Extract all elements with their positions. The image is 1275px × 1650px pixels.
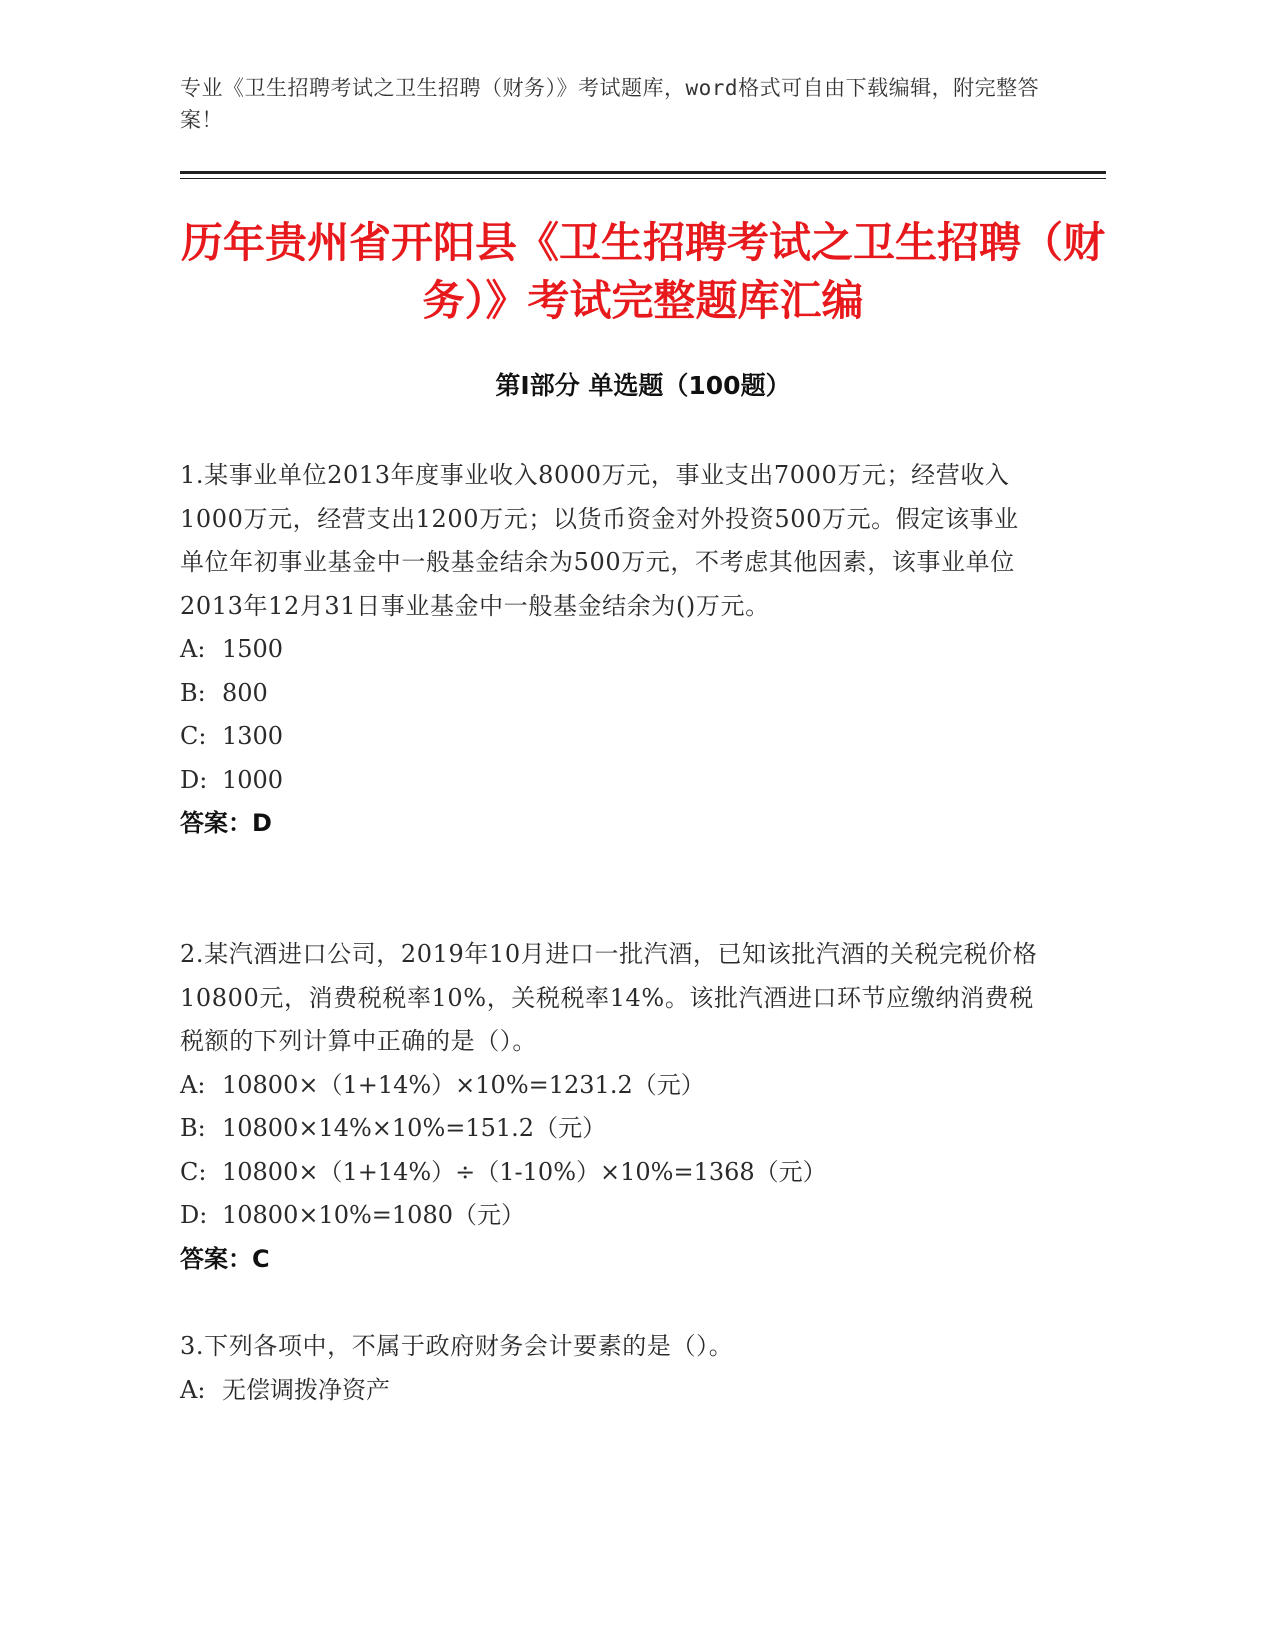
- section-title: 第Ⅰ部分 单选题（100题）: [495, 371, 791, 400]
- option-text: 10800×14%×10%=151.2（元）: [222, 1114, 607, 1142]
- question-3: [180, 1325, 1040, 1412]
- option-text: 800: [222, 678, 268, 707]
- option-d: [180, 759, 1040, 803]
- document-title: 历年贵州省开阳县《卫生招聘考试之卫生招聘（财务）》考试完整题库汇编: [180, 218, 1105, 325]
- option-b: [180, 1107, 1040, 1151]
- option-text: 10800×（1+14%）÷（1-10%）×10%=1368（元）: [222, 1157, 827, 1186]
- option-letter: B:: [180, 678, 206, 707]
- option-d: [180, 1194, 1040, 1238]
- option-text: 10800×10%=1080（元）: [222, 1201, 525, 1229]
- answer: 答案：C: [180, 1244, 270, 1273]
- header-rule-thick: [180, 171, 1106, 174]
- option-text: 1500: [222, 635, 284, 663]
- question-stem: 3.下列各项中，不属于政府财务会计要素的是（）。: [180, 1332, 734, 1360]
- option-c: [180, 715, 1040, 759]
- option-letter: A:: [180, 1375, 206, 1404]
- option-letter: A:: [180, 635, 206, 663]
- option-b: [180, 672, 1040, 716]
- answer: 答案：D: [180, 809, 272, 837]
- option-a: [180, 1064, 1040, 1108]
- option-letter: B:: [180, 1114, 206, 1142]
- option-text: 无偿调拨净资产: [222, 1375, 390, 1404]
- question-2: [180, 933, 1040, 1281]
- question-1: [180, 454, 1040, 846]
- option-letter: D:: [180, 765, 208, 794]
- option-letter: C:: [180, 1157, 207, 1186]
- option-c: [180, 1151, 1040, 1195]
- header-note: 专业《卫生招聘考试之卫生招聘（财务）》考试题库，word格式可自由下载编辑，附完整答案！: [180, 76, 1040, 132]
- header-rule-thin: [180, 178, 1106, 179]
- option-a: [180, 1369, 1040, 1413]
- option-a: [180, 628, 1040, 672]
- option-letter: A:: [180, 1070, 206, 1099]
- option-text: 1000: [222, 765, 284, 794]
- option-letter: C:: [180, 722, 207, 750]
- option-text: 10800×（1+14%）×10%=1231.2（元）: [222, 1070, 705, 1099]
- question-stem: 2.某汽酒进口公司，2019年10月进口一批汽酒，已知该批汽酒的关税完税价格10800元，消费税税率10%，关税税率14%。该批汽酒进口环节应缴纳消费税税额的下列计算中正确的是（）。: [180, 940, 1038, 1055]
- question-stem: 1.某事业单位2013年度事业收入8000万元，事业支出7000万元；经营收入1000万元，经营支出1200万元；以货币资金对外投资500万元。假定该事业单位年初事业基金中一般基金结余为500万元，不考虑其他因素，该事业单位2013年12月31日事业基金中一般基金结余为()万元。: [180, 461, 1019, 620]
- option-text: 1300: [222, 722, 284, 750]
- option-letter: D:: [180, 1201, 208, 1229]
